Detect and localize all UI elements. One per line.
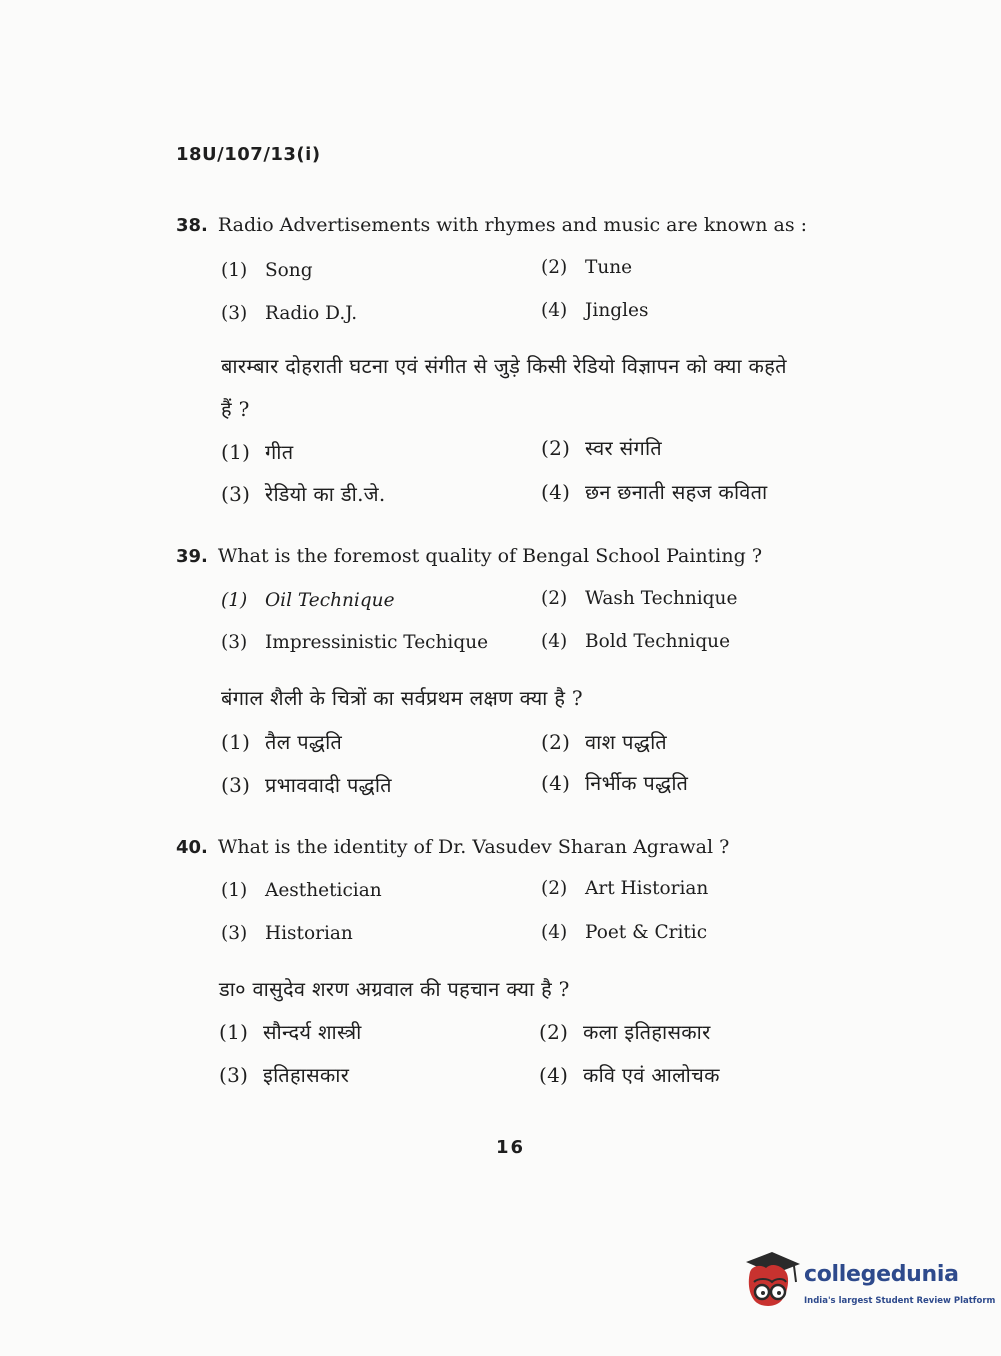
- question-number: 38.: [176, 215, 208, 236]
- option-hi-4: (4) छन छनाती सहज कविता: [541, 480, 768, 504]
- question-text-hi: बारम्बार दोहराती घटना एवं संगीत से जुड़े किसी रेडियो विज्ञापन को क्या कहते: [221, 354, 787, 378]
- logo-tagline: India's largest Student Review Platform: [804, 1296, 996, 1306]
- option-3: (3) Radio D.J.: [221, 303, 358, 324]
- option-1: (1) Aesthetician: [221, 880, 382, 901]
- option-hi-3: (3) प्रभाववादी पद्धति: [221, 773, 392, 797]
- option-hi-4: (4) कवि एवं आलोचक: [539, 1063, 720, 1087]
- question-number: 39.: [176, 546, 208, 567]
- option-hi-1: (1) सौन्दर्य शास्त्री: [219, 1020, 362, 1044]
- option-hi-3: (3) इतिहासकार: [219, 1063, 350, 1087]
- option-2: (2) Art Historian: [541, 878, 709, 899]
- option-4: (4) Bold Technique: [541, 631, 731, 652]
- option-hi-3: (3) रेडियो का डी.जे.: [221, 482, 386, 506]
- question-text-hi: बंगाल शैली के चित्रों का सर्वप्रथम लक्षण क्या है ?: [221, 686, 583, 710]
- option-3: (3) Historian: [221, 923, 353, 944]
- question-text-en: 39. What is the foremost quality of Bengal School Painting ?: [176, 545, 763, 567]
- option-4: (4) Jingles: [541, 300, 649, 321]
- option-1: (1) Song: [221, 260, 313, 281]
- question-text-hi: डा० वासुदेव शरण अग्रवाल की पहचान क्या है ?: [219, 977, 570, 1001]
- option-hi-2: (2) स्वर संगति: [541, 436, 662, 460]
- page-number: 16: [496, 1137, 526, 1158]
- question-number: 40.: [176, 837, 208, 858]
- option-hi-1: (1) तैल पद्धति: [221, 730, 343, 754]
- question-text-hi-cont: हैं ?: [221, 397, 250, 421]
- option-1: (1) Oil Technique: [221, 590, 395, 611]
- logo-brand-text: collegedunia: [804, 1262, 959, 1287]
- question-text-en: 38. Radio Advertisements with rhymes and music are known as :: [176, 214, 808, 236]
- option-2: (2) Tune: [541, 257, 633, 278]
- mascot-icon: [742, 1252, 802, 1314]
- collegedunia-logo: [742, 1252, 996, 1312]
- option-hi-2: (2) कला इतिहासकार: [539, 1020, 711, 1044]
- option-3: (3) Impressinistic Techique: [221, 632, 489, 653]
- option-4: (4) Poet & Critic: [541, 922, 708, 943]
- option-hi-1: (1) गीत: [221, 440, 294, 464]
- question-text-en: 40. What is the identity of Dr. Vasudev Sharan Agrawal ?: [176, 836, 730, 858]
- option-hi-2: (2) वाश पद्धति: [541, 730, 667, 754]
- option-2: (2) Wash Technique: [541, 588, 738, 609]
- option-hi-4: (4) निर्भीक पद्धति: [541, 771, 689, 795]
- paper-code: 18U/107/13(i): [176, 144, 321, 165]
